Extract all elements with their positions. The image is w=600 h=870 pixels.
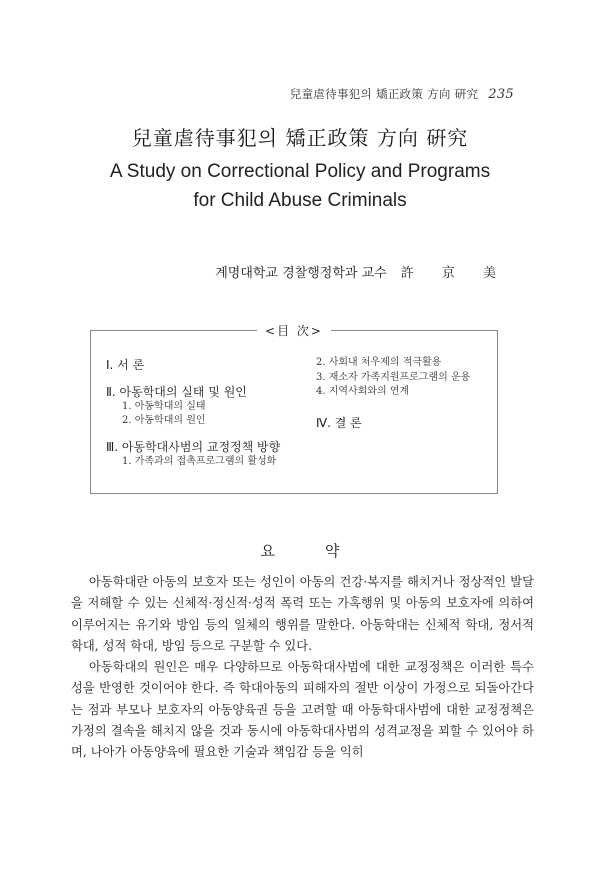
abstract-paragraph-2: 아동학대의 원인은 매우 다양하므로 아동학대사범에 대한 교정정책은 이러한 특수성을 반영한 것이어야 한다. 즉 학대아동의 피해자의 절반 이상이 가정으로 되돌아간다는 점과 부모나 보호자의 아동양육권 등을 고려할 때 아동학대사범에 대한 교정정책은 가정의 결속을 해치지 않을 것과 동시에 아동학대사범의 성격교정을 꾀할 수 있어야 하며, 나아가 아동양육에 필요한 기술과 책임감 등을 익히 [71,660,534,760]
toc-section-1: Ⅰ. 서 론 [106,358,145,372]
author-line [215,262,508,281]
running-head [290,86,514,102]
toc-item-3-2: 2. 사회내 처우제의 적극활용 [316,357,442,368]
page-number: 235 [488,87,514,102]
running-title: 兒童虐待事犯의 矯正政策 方向 硏究 [289,87,479,101]
abstract-paragraph-1: 아동학대란 아동의 보호자 또는 성인이 아동의 건강·복지를 해치거나 정상적인 발달을 저해할 수 있는 신체적·정신적·성적 폭력 또는 가혹행위 및 아동의 보호자에 의하여 이루어지는 유기와 방임 등의 일체의 행위를 말한다. 아동학대는 신체적 학대, 정서적 학대, 성적 학대, 방임 등으로 구분할 수 있다. [71,575,534,653]
korean-title: 兒童虐待事犯의 矯正政策 方向 硏究 [131,126,469,150]
toc-item-2-2: 2. 아동학대의 원인 [122,415,206,426]
toc-right-column [316,356,486,431]
toc-section-3: Ⅲ. 아동학대사범의 교정정책 방향 [106,440,281,454]
table-of-contents [90,324,498,494]
english-title: A Study on Correctional Policy and Programs for Child Abuse Criminals [109,161,491,211]
toc-heading: <目 次> [257,322,331,339]
toc-section-4: Ⅳ. 결 론 [316,415,362,430]
toc-item-3-4: 4. 지역사회와의 연계 [316,386,410,397]
author-name: 許 京 美 [400,266,508,281]
author-affiliation: 계명대학교 경찰행정학과 교수 [215,266,387,281]
toc-item-3-3: 3. 재소자 가족지원프로그램의 운용 [316,371,471,383]
abstract-body [71,572,534,764]
toc-item-2-1: 1. 아동학대의 실태 [122,401,206,412]
toc-left-column [106,353,296,469]
abstract-title: 요약 [260,542,390,560]
toc-section-2: Ⅱ. 아동학대의 실태 및 원인 [106,385,247,399]
title-block [0,122,600,215]
toc-item-3-1: 1. 가족과의 접촉프로그램의 활성화 [122,456,277,467]
